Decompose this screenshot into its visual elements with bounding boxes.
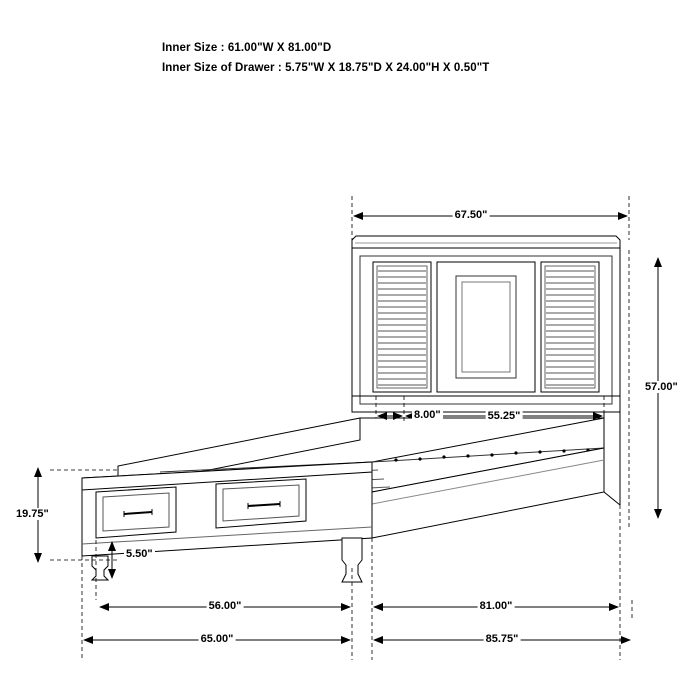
headboard-center-panel bbox=[437, 262, 535, 392]
dim-label-side-length: 81.00" bbox=[479, 600, 513, 612]
footboard bbox=[82, 462, 372, 556]
dim-label-footboard-width: 56.00" bbox=[208, 600, 242, 612]
dim-label-overall-length: 85.75" bbox=[485, 633, 519, 645]
inner-size-note: Inner Size : 61.00"W X 81.00"D bbox=[162, 42, 332, 54]
footboard-drawer-left bbox=[96, 487, 176, 538]
dim-label-interior-width: 55.25" bbox=[487, 410, 521, 422]
inner-drawer-size-note: Inner Size of Drawer : 5.75"W X 18.75"D X 24.00"H X 0.50"T bbox=[162, 62, 490, 74]
dim-label-rail-slat-gap: 8.00" bbox=[414, 409, 441, 421]
dim-label-headboard-width: 67.50" bbox=[454, 209, 488, 221]
dim-label-leg-height: 5.50" bbox=[126, 548, 153, 560]
headboard-top-rail bbox=[352, 236, 620, 248]
dim-label-footboard-height: 19.75" bbox=[16, 508, 49, 520]
dim-label-headboard-height: 57.00" bbox=[645, 381, 678, 393]
footboard-drawer-right bbox=[216, 479, 306, 528]
headboard-left-louver bbox=[373, 262, 431, 392]
headboard-right-louver bbox=[541, 262, 599, 392]
headboard-post-base bbox=[604, 492, 620, 505]
dim-label-overall-width: 65.00" bbox=[200, 633, 234, 645]
